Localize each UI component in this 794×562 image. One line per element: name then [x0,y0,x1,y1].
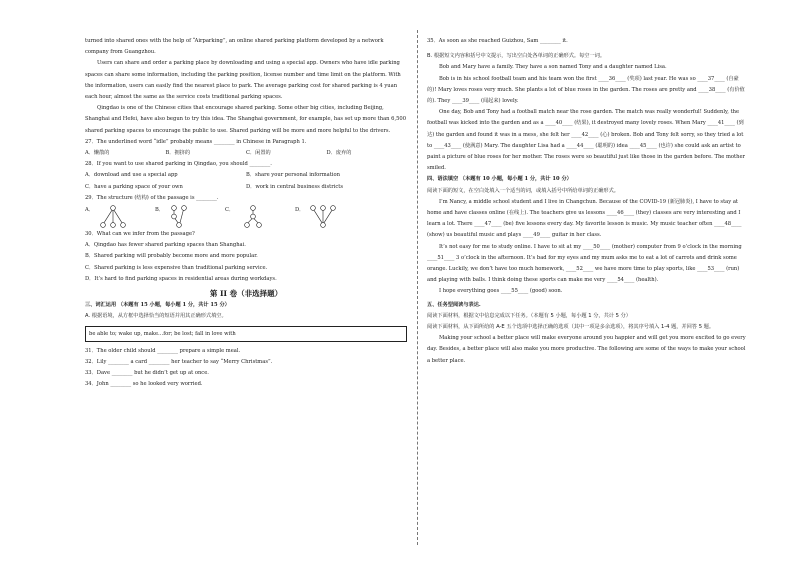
q29-option-d-label: D． [295,207,305,214]
section-3a-instructions: A. 根据语境，从方框中选择恰当的短语并用其正确形式填空。 [85,313,227,320]
q29-option-b [155,205,225,229]
section-3-title: 三、词汇运用 （本题有 15 小题，每小题 1 分，共计 15 分） [85,302,230,309]
grammar-paragraph-3: I hope everything goes ____55____ (good) soon. [439,288,563,295]
grammar-paragraph-2: It’s not easy for me to study online. I have to sit at my ____50____ (mother) computer from 9 o’clock in the morning ____51____ 3 o’clock in the afternoon. It’s bad for my eyes and my mum asks me to eat a lot of carrots and drink some orange. Luckily, we don’t have too much homework, ____52____ we have more time to play sports, like ____53____ (run) and playing with balls. I think doing these sports can make me very ____54____ (health). [427,243,742,284]
question-28-row-1 [85,170,407,181]
q30-option-b: B．Shared parking will probably become more and more popular. [85,253,258,260]
q29-option-c-label: C． [225,207,235,214]
section-5-title: 五、任务型阅读与表达. [427,301,481,308]
section-b-instructions: B. 根据短文内容和括号中文提示，写出空白处各单词的正确形式。每空一词。 [427,53,606,60]
question-30: 30．What can we infer from the passage? [85,231,195,238]
q27-option-b: B．拥挤的 [165,150,191,157]
cloze-b-paragraph-1: Bob and Mary have a family. They have a son named Tony and a daughter named Lisa. [439,64,667,71]
question-27-options [85,148,407,159]
question-29: 29．The structure (结构) of the passage is ________. [85,194,219,201]
reading-paragraph-1: Making your school a better place will make everyone around you happier and will get you more excited to go every day. Besides, a better place will also make you more productive. The following are some of the ways to make your school a better place. [427,335,746,364]
structure-diagram-b [168,205,198,229]
q30-option-d: D．It’s hard to find parking spaces in residential areas during workdays. [85,275,277,282]
q29-option-c [225,205,295,229]
q30-option-a: A．Qingdao has fewer shared parking spaces than Shanghai. [85,242,246,249]
column-divider [417,30,418,545]
section-4-instructions: 阅读下面的短文，在空白处填入一个适当的词，或填入括号中所给单词的正确形式。 [427,187,619,194]
q27-option-d: D．废弃的 [326,150,352,157]
passage-paragraph-3: Qingdao is one of the Chinese cities that encourage shared parking. Some other big cities, including Beijing, Shanghai and Hefei, have also begun to try this idea. The Shanghai government, for example, has set up more than 6,500 shared parking spaces to encourage the public to use. Shared parking will be more and more helpful to the drivers. [85,105,407,134]
question-28: 28．If you want to use shared parking in Qingdao, you should ________. [85,161,272,168]
q29-option-b-label: B． [155,207,164,214]
q27-option-a: A．懒散的 [85,150,110,157]
section-5-task-instructions: 阅读下面材料，从下面所给的 A-E 五个选项中选择正确的选项（其中一项是多余选项），将其序号填入 1-4 题，并回答 5 题。 [427,324,715,331]
q28-option-d: D．work in central business districts [246,183,343,190]
question-34: 34．John ________ so he looked very worried. [85,381,203,388]
left-column [85,36,407,390]
q29-option-a-label: A． [85,207,94,214]
section-4-title: 四、语法填空 （本题有 10 小题，每小题 1 分，共计 10 分） [427,176,572,183]
part-2-title: 第 II 卷（非选择题） [209,289,283,299]
question-32: 32．Lily ________ a card ________ her teacher to say “Merry Christmas”. [85,358,273,365]
question-29-options [85,205,407,229]
q28-option-b: B．share your personal information [246,172,340,179]
question-27: 27．The underlined word “idle” probably means ________ in Chinese in Paragraph 1. [85,138,307,145]
question-28-row-2 [85,182,407,193]
phrase-box: be able to; wake up, make…for; be lost; fall in love with [85,326,407,342]
cloze-b-paragraph-2: Bob is in his school football team and his team won the first ____36____ (奖项) last year. He was so ____37____ (自豪的)! Mary loves roses very much. She plants a lot of blue roses in the garden. The roses are pretty and ____38____ (有价值的). They ____39____ (闻起来) lovely. [427,75,745,105]
question-35: 35．As soon as she reached Guizhou, Sam ________ it. [427,38,568,44]
q29-option-d [295,205,365,229]
cloze-b-paragraph-3: One day, Bob and Tony had a football match near the rose garden. The match was really wonderful! Suddenly, the football was kicked into the garden and as a ____40____ (结果), it destroyed many lovely roses. When Mary ____41____ (到达) the garden and found it was in a mess, she felt her ____42____ (心) broken. Bob and Tony felt sorry, so they tried a lot to ____43____ (使满意) Mary. The daughter Lisa had a ____44____ (聪明的) idea ____45____ (也许) she could ask an artist to paint a picture of blue roses for her mother. The roses were so beautiful just like those in the garden before. The mother smiled. [427,109,746,172]
q29-option-a [85,205,155,229]
passage-paragraph-2: Users can share and order a parking place by downloading and using a special app. Owners who have idle parking spaces can share some information, including the parking position, license number and time limit on the platform. With the information, users can easily find the nearest place to park. The average parking cost for shared parking is 4 yuan each hour, almost the same as the service costs traditional parking spaces. [85,60,401,101]
q28-option-c: C．have a parking space of your own [85,183,183,190]
grammar-paragraph-1: I’m Nancy, a middle school student and I live in Changchun. Because of the COVID-19 (新冠肺炎), I have to stay at home and have classes online (在线上). The teachers give us lessons ____46____ (they) classes are very interesting and I learn a lot. There ____47____ (be) five lessons every day. My favorite lesson is music. My music teacher often ____48____ (show) us beautiful music and plays ____49____ guitar in her class. [427,198,742,239]
structure-diagram-a [98,205,128,229]
right-column [427,36,747,367]
structure-diagram-d [308,205,338,229]
q28-option-a: A．download and use a special app [85,172,178,179]
passage-paragraph-1: turned into shared ones with the help of “Airparking”, an online shared parking platform developed by a network company from Guangzhou. [85,38,384,56]
q30-option-c: C．Shared parking is less expensive than traditional parking service. [85,264,268,271]
question-33: 33．Dave ________ but he didn’t get up at once. [85,370,209,377]
question-31: 31．The older child should ________ prepare a simple meal. [85,347,241,354]
q27-option-c: C．闲置的 [246,150,271,157]
structure-diagram-c [238,205,268,229]
section-5-instructions: 阅读下面材料，根据文中信息完成以下任务。（本题有 5 小题，每小题 1 分，共计 5 分） [427,312,631,319]
